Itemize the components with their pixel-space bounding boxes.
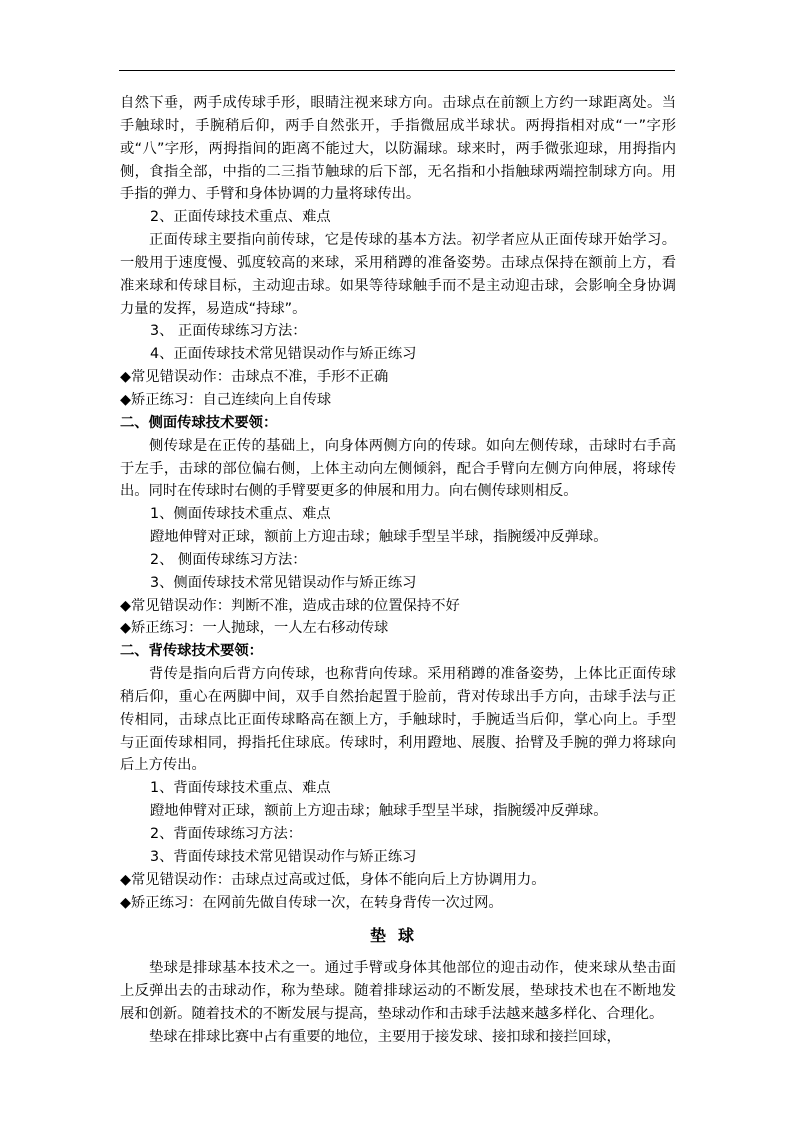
paragraph-side-pass: 侧传球是在正传的基础上，向身体两侧方向的传球。如向左侧传球，击球时右手高于左手，击球的部位偏右侧，上体主动向左侧倾斜，配合手臂向左侧方向伸展，将球传出。同时在传球时右侧的手臂要更多的伸展和用力。向右侧传球则相反。 xyxy=(120,437,676,500)
side-common-error: ◆常见错误动作：判断不准，造成击球的位置保持不好 xyxy=(120,597,460,614)
side-item-1-text: 蹬地伸臂对正球，额前上方迎击球；触球手型呈半球，指腕缓冲反弹球。 xyxy=(150,529,608,546)
header-rule xyxy=(119,70,675,71)
back-item-1-text: 蹬地伸臂对正球，额前上方迎击球；触球手型呈半球，指腕缓冲反弹球。 xyxy=(150,803,608,820)
back-pass-heading: 二、背传球技术要领： xyxy=(120,643,263,660)
side-pass-heading: 二、侧面传球技术要领： xyxy=(120,414,278,431)
back-item-2: 2、背面传球练习方法： xyxy=(150,826,303,842)
front-item-4: 4、正面传球技术常见错误动作与矫正练习 xyxy=(150,346,417,363)
paragraph-back-pass: 背传是指向后背方向传球，也称背向传球。采用稍蹲的准备姿势，上体比正面传球稍后仰，重心在两脚中间，双手自然抬起置于脸前，背对传球出手方向，击球手法与正传相同，击球点比正面传球略高在额上方，手触球时，手腕适当后仰，掌心向上。手型与正面传球相同，拇指托住球底。传球时，利用蹬地、展腹、抬臂及手腕的弹力将球向后上方传出。 xyxy=(120,666,676,774)
paragraph-hand-shape: 自然下垂，两手成传球手形，眼睛注视来球方向。击球点在前额上方约一球距离处。当手触球时，手腕稍后仰，两手自然张开，手指微屈成半球状。两拇指相对成“一”字形或“八”字形，两拇指间的距离不能过大，以防漏球。球来时，两手微张迎球，用拇指内侧，食指全部，中指的二三指节触球的后下部，无名指和小指触球两端控制球方向。用手指的弹力、手臂和身体协调的力量将球传出。 xyxy=(120,95,676,203)
back-common-error: ◆常见错误动作：击球点过高或过低，身体不能向后上方协调用力。 xyxy=(120,871,546,888)
back-item-1: 1、背面传球技术重点、难点 xyxy=(150,780,331,797)
front-correction: ◆矫正练习：自己连续向上自传球 xyxy=(120,391,332,408)
paragraph-dig-intro: 垫球是排球基本技术之一。通过手臂或身体其他部位的迎击动作，使来球从垫击面上反弹出去的击球动作，称为垫球。随着排球运动的不断发展，垫球技术也在不断地发展和创新。随着技术的不断发展与提高，垫球动作和击球手法越来越多样化、合理化。 xyxy=(120,960,676,1023)
paragraph-dig-role: 垫球在排球比赛中占有重要的地位，主要用于接发球、接扣球和接拦回球， xyxy=(149,1028,621,1045)
section-title-dig: 垫球 xyxy=(369,926,426,946)
document-body xyxy=(120,92,676,1049)
side-item-3: 3、侧面传球技术常见错误动作与矫正练习 xyxy=(150,574,417,591)
back-item-3: 3、背面传球技术常见错误动作与矫正练习 xyxy=(150,848,417,865)
side-correction: ◆矫正练习：一人抛球，一人左右移动传球 xyxy=(120,620,389,637)
side-item-2: 2、 侧面传球练习方法： xyxy=(150,551,307,568)
back-correction: ◆矫正练习：在网前先做自传球一次，在转身背传一次过网。 xyxy=(120,894,503,911)
front-item-3: 3、 正面传球练习方法： xyxy=(150,323,307,340)
paragraph-front-pass: 正面传球主要指向前传球，它是传球的基本方法。初学者应从正面传球开始学习。一般用于速度慢、弧度较高的来球，采用稍蹲的准备姿势。击球点保持在额前上方，看准来球和传球目标，主动迎击球。如果等待球触手而不是主动迎击球，会影响全身协调力量的发挥，易造成“持球”。 xyxy=(120,232,676,317)
side-item-1: 1、侧面传球技术重点、难点 xyxy=(150,506,331,523)
front-item-2: 2、正面传球技术重点、难点 xyxy=(150,209,331,226)
front-common-error: ◆常见错误动作：击球点不准，手形不正确 xyxy=(120,369,389,386)
